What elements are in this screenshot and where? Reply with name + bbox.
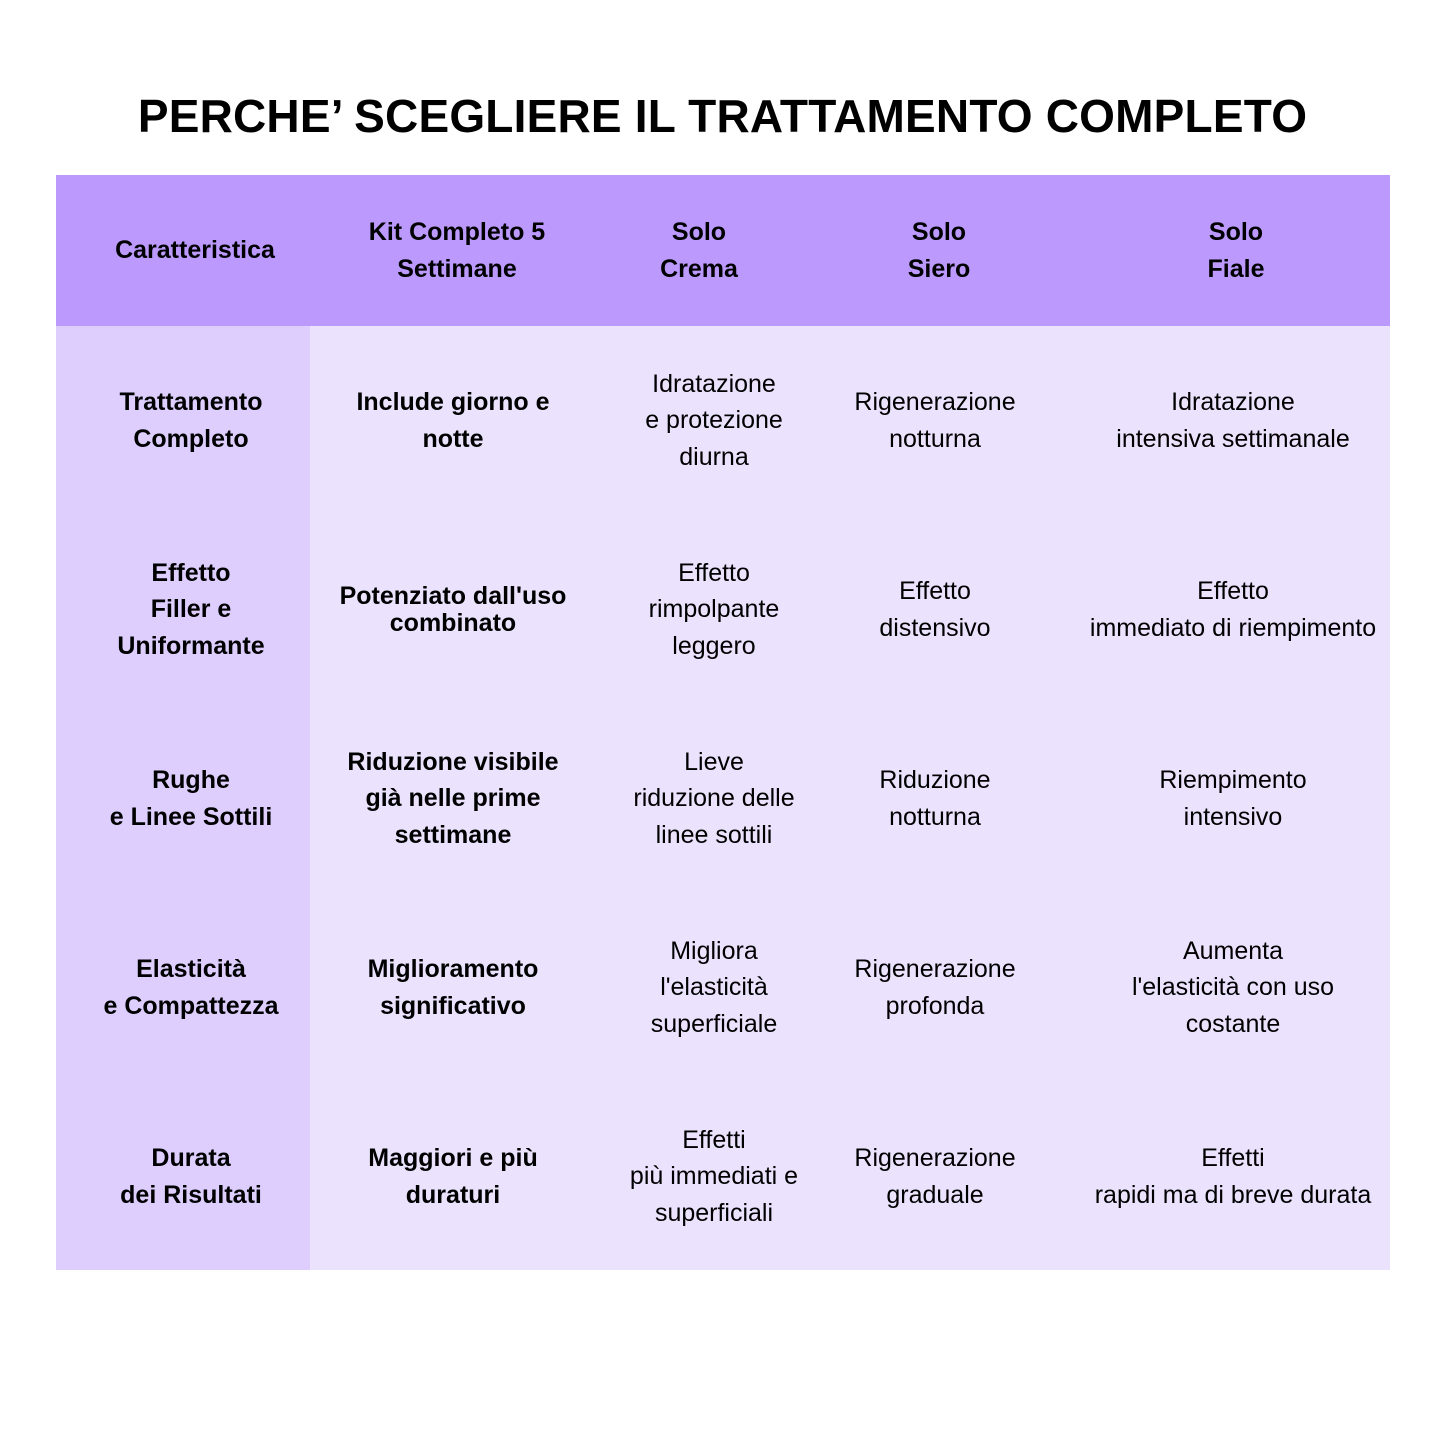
siero-cell: Rigenerazione notturna <box>854 388 1016 453</box>
header-solo-siero: Solo Siero <box>907 218 971 283</box>
kit-cell: Potenziato dall'uso combinato <box>339 581 567 637</box>
kit-cell: Riduzione visibile già nelle prime settimane <box>347 747 559 849</box>
feature-cell: Effetto Filler e Uniformante <box>117 558 265 660</box>
header-solo-fiale: Solo Fiale <box>1207 218 1265 283</box>
header-solo-crema: Solo Crema <box>660 218 738 283</box>
crema-cell: Effetto rimpolpante leggero <box>648 558 780 660</box>
fiale-cell: Idratazione intensiva settimanale <box>1116 388 1350 453</box>
siero-cell: Effetto distensivo <box>879 577 991 642</box>
feature-cell: Elasticità e Compattezza <box>103 955 279 1020</box>
feature-cell: Durata dei Risultati <box>120 1144 262 1209</box>
table-row <box>56 515 1390 704</box>
kit-cell: Maggiori e più duraturi <box>368 1144 538 1209</box>
crema-cell: Migliora l'elasticità superficiale <box>650 936 778 1038</box>
comparison-table <box>56 175 1390 1270</box>
fiale-cell: Aumenta l'elasticità con uso costante <box>1131 936 1335 1038</box>
page-title: PERCHE’ SCEGLIERE IL TRATTAMENTO COMPLETO <box>137 90 1308 142</box>
fiale-cell: Riempimento intensivo <box>1159 766 1307 831</box>
kit-cell: Include giorno e notte <box>356 388 550 453</box>
table-row <box>56 326 1390 515</box>
feature-cell: Trattamento Completo <box>119 388 263 453</box>
fiale-cell: Effetto immediato di riempimento <box>1089 577 1377 642</box>
crema-cell: Lieve riduzione delle linee sottili <box>633 747 795 849</box>
header-kit-completo: Kit Completo 5 Settimane <box>368 218 546 283</box>
siero-cell: Rigenerazione profonda <box>854 955 1016 1020</box>
table-row <box>56 1082 1390 1271</box>
crema-cell: Idratazione e protezione diurna <box>645 369 783 471</box>
kit-cell: Miglioramento significativo <box>367 955 539 1020</box>
siero-cell: Riduzione notturna <box>879 766 991 831</box>
fiale-cell: Effetti rapidi ma di breve durata <box>1094 1144 1372 1209</box>
table-row <box>56 704 1390 893</box>
header-caratteristica: Caratteristica <box>115 236 275 265</box>
table-row <box>56 893 1390 1082</box>
table-header-row <box>56 175 1390 326</box>
feature-cell: Rughe e Linee Sottili <box>109 766 273 831</box>
siero-cell: Rigenerazione graduale <box>854 1144 1016 1209</box>
crema-cell: Effetti più immediati e superficiali <box>629 1125 799 1227</box>
